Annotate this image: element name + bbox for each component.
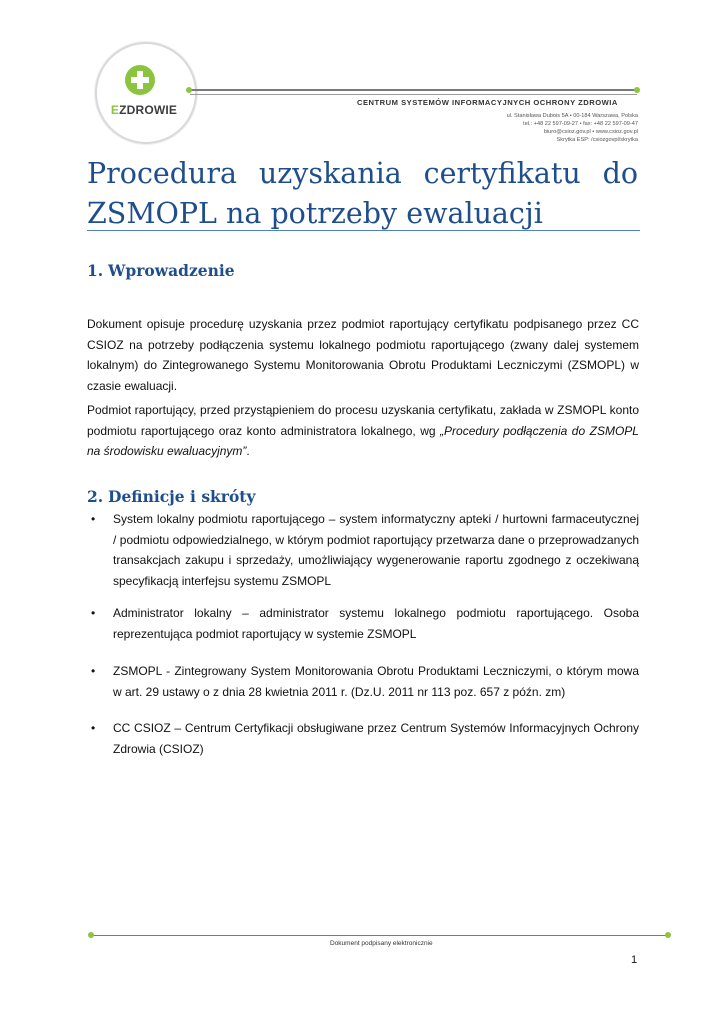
procedure-reference: „Procedury podłączenia do ZSMOPL na środowisku ewaluacyjnym”: [87, 423, 639, 458]
logo-word: ZDROWIE: [119, 103, 178, 117]
logo-wordmark: [99, 103, 189, 117]
section-number: 1.: [87, 261, 104, 280]
signature-note: Dokument podpisany elektronicznie: [330, 940, 433, 947]
bullet-icon: •: [91, 721, 96, 735]
paragraph-text: Podmiot raportujący, przed przystąpieniem do procesu uzyskania certyfikatu, zakłada w ZSMOPL konto podmiotu raportującego oraz konto administratora lokalnego, wg: [87, 403, 639, 438]
bullet-icon: •: [91, 664, 96, 678]
address-line: Skrytka ESP: /csiozgovpl/skrytka: [556, 137, 638, 143]
document-title: Procedura uzyskania certyfikatu do ZSMOPL na potrzeby ewaluacji: [87, 157, 638, 230]
section-heading-1: [87, 261, 235, 280]
section-title: Wprowadzenie: [108, 261, 235, 280]
section-title: Definicje i skróty: [108, 487, 256, 506]
definition-item: CC CSIOZ – Centrum Certyfikacji obsługiwane przez Centrum Systemów Informacyjnych Ochrony Zdrowia (CSIOZ): [113, 721, 639, 756]
definition-item: System lokalny podmiotu raportującego – system informatyczny apteki / hurtowni farmaceutycznej / podmiotu odpowiedzialnego, w którym podmiot raportujący przetwarza dane o przeprowadzanych transakcjach zakupu i sprzedaży, umożliwiający wygenerowanie raportu zgodnego z oczekiwaną specyfikacją interfejsu systemu ZSMOPL: [113, 512, 639, 588]
intro-paragraph: Dokument opisuje procedurę uzyskania przez podmiot raportujący certyfikatu podpisanego przez CC CSIOZ na potrzeby podłączenia systemu lokalnego podmiotu raportującego (zwany dalej systemem lokalnym) do Zintegrowanego Systemu Monitorowania Obrotu Produktami Leczniczymi (ZSMOPL) w czasie ewaluacji.: [87, 317, 639, 393]
definition-item: ZSMOPL - Zintegrowany System Monitorowania Obrotu Produktami Leczniczymi, o którym mowa w art. 29 ustawy o z dnia 28 kwietnia 2011 r. (Dz.U. 2011 nr 113 poz. 657 z późn. zm): [113, 664, 639, 699]
address-line: ul. Stanisława Dubois 5A • 00-184 Warszawa, Polska: [506, 113, 638, 119]
address-line: tel.: +48 22 597-09-27 • fax: +48 22 597-09-47: [523, 121, 638, 127]
header-rule-dot-left: [186, 87, 192, 93]
footer-rule-dot-left: [88, 932, 94, 938]
bullet-icon: •: [91, 606, 96, 620]
header-rule-dot-right: [634, 87, 640, 93]
org-name: CENTRUM SYSTEMÓW INFORMACYJNYCH OCHRONY ZDROWIA: [357, 98, 618, 107]
header-rule: [190, 89, 637, 91]
bullet-icon: •: [91, 512, 96, 526]
footer-rule-dot-right: [665, 932, 671, 938]
intro-paragraph-2: [87, 400, 639, 462]
header-rule-secondary: [190, 94, 637, 95]
title-underline: [87, 230, 640, 231]
address-line: biuro@csioz.gov.pl • www.csioz.gov.pl: [543, 129, 638, 135]
definition-item: Administrator lokalny – administrator systemu lokalnego podmiotu raportującego. Osoba reprezentująca podmiot raportujący w systemie ZSMOPL: [113, 606, 639, 641]
section-heading-2: [87, 487, 255, 506]
section-number: 2.: [87, 487, 104, 506]
page-number: 1: [631, 954, 638, 966]
logo-prefix: E: [110, 103, 120, 117]
logo-cross-icon: [125, 65, 155, 95]
footer-rule: [91, 935, 668, 936]
paragraph-end: .: [246, 444, 250, 458]
